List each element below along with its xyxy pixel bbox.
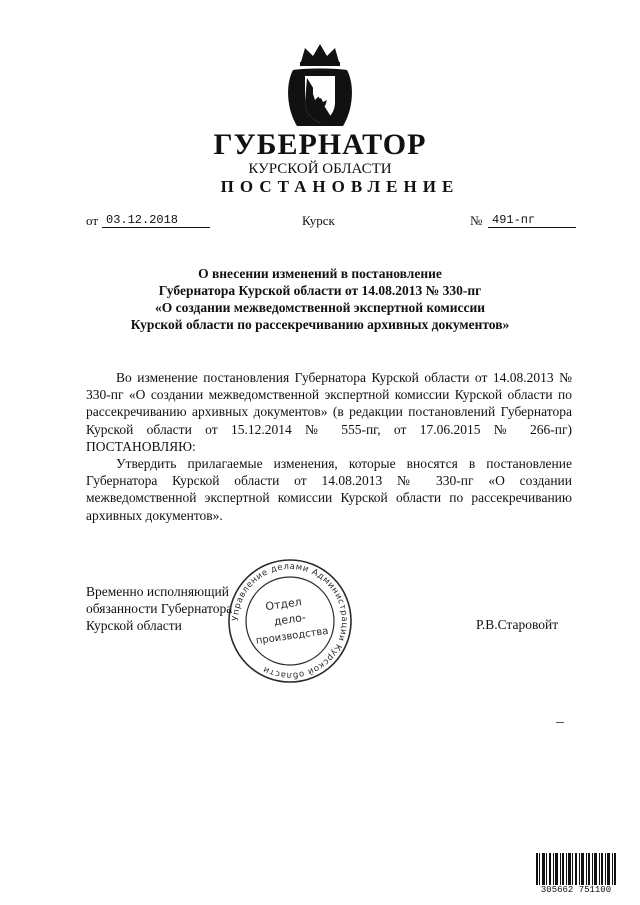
date-label: от [86, 213, 99, 228]
signatory-position [86, 583, 232, 634]
region-subtitle: КУРСКОЙ ОБЛАСТИ [248, 161, 392, 177]
position-line: Временно исполняющий [86, 584, 229, 599]
barcode-icon [534, 853, 618, 895]
position-line: Курской области [86, 618, 182, 633]
position-line: обязанности Губернатора [86, 601, 233, 616]
subject-line: «О создании межведомственной экспертной комиссии [154, 300, 486, 315]
subject-line: Губернатора Курской области от 14.08.2013 № 330-пг [158, 283, 482, 298]
number-label: № [470, 213, 483, 228]
kursk-coat-of-arms-icon [283, 40, 357, 134]
stamp-inner-line: производства [255, 625, 330, 647]
decree-body [86, 369, 572, 524]
stamp-inner-line: дело- [272, 610, 307, 629]
document-title: ГУБЕРНАТОР [213, 128, 427, 161]
body-paragraph: Во изменение постановления Губернатора Курской области от 14.08.2013 № 330-пг «О создании межведомственной экспертной комиссии Курской области по рассекречиванию архивных документов» (в редакции постановлений Губернатора Курской области от 15.12.2014 № 555-пг, от 17.06.2015 № 266-пг) ПОСТАНОВЛЯЮ: [86, 370, 572, 454]
date-value: 03.12.2018 [102, 213, 210, 228]
decree-subject [0, 265, 640, 333]
city-label: Курск [302, 213, 335, 228]
barcode-number: 305662 751100 [534, 885, 618, 895]
office-stamp-icon [226, 557, 354, 685]
document-type: ПОСТАНОВЛЕНИЕ [220, 177, 460, 196]
stamp-inner-line: Отдел [264, 595, 303, 614]
body-paragraph: Утвердить прилагаемые изменения, которые вносятся в постановление Губернатора Курской области от 14.08.2013 № 330-пг «О создании межведомственной экспертной комиссии Курской области по рассекречиванию архивных документов». [86, 456, 572, 523]
decree-meta-line [86, 213, 572, 235]
subject-line: Курской области по рассекречиванию архивных документов» [130, 317, 510, 332]
signatory-name: Р.В.Старовойт [476, 617, 559, 632]
number-value: 491-пг [488, 213, 576, 228]
subject-line: О внесении изменений в постановление [198, 266, 442, 281]
stray-mark [556, 722, 564, 723]
stamp-outer-text: Управление делами Администрации Курской области [230, 561, 350, 681]
